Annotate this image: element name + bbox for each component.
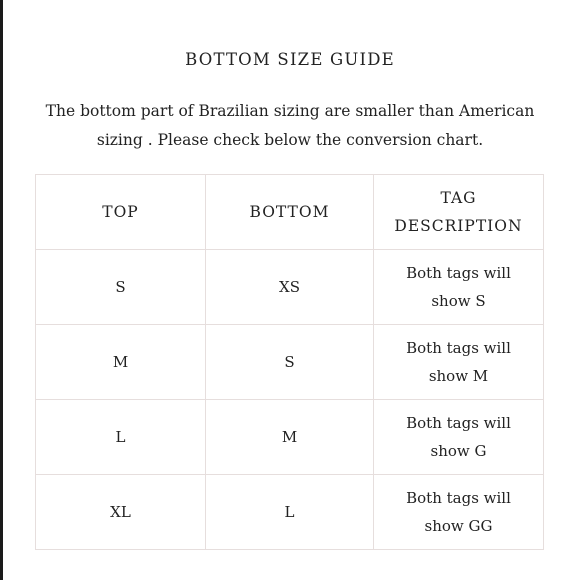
- cell-top-size: S: [36, 250, 206, 325]
- desc-line2: show S: [431, 292, 486, 310]
- cell-bottom-size: M: [206, 400, 374, 475]
- header-tag-line2: DESCRIPTION: [394, 217, 523, 235]
- cell-bottom-size: XS: [206, 250, 374, 325]
- header-tag-description: [374, 175, 544, 250]
- desc-line2: show G: [430, 442, 487, 460]
- intro-paragraph: The bottom part of Brazilian sizing are smaller than American sizing . Please check below the conversion chart.: [45, 102, 535, 149]
- cell-tag-description: [374, 400, 544, 475]
- header-tag-line1: TAG: [440, 189, 477, 207]
- size-conversion-table: [35, 174, 544, 550]
- cell-tag-description: [374, 475, 544, 550]
- left-edge-bar: [0, 0, 3, 580]
- table-row: [36, 400, 544, 475]
- header-bottom: BOTTOM: [206, 175, 374, 250]
- desc-line1: Both tags will: [406, 489, 511, 507]
- desc-line1: Both tags will: [406, 339, 511, 357]
- header-top: TOP: [36, 175, 206, 250]
- desc-line2: show M: [428, 367, 489, 385]
- cell-top-size: L: [36, 400, 206, 475]
- table-header-row: [36, 175, 544, 250]
- cell-top-size: M: [36, 325, 206, 400]
- table-row: [36, 475, 544, 550]
- desc-line1: Both tags will: [406, 264, 511, 282]
- cell-tag-description: [374, 250, 544, 325]
- cell-bottom-size: L: [206, 475, 374, 550]
- desc-line2: show GG: [424, 517, 493, 535]
- desc-line1: Both tags will: [406, 414, 511, 432]
- table-row: [36, 250, 544, 325]
- cell-bottom-size: S: [206, 325, 374, 400]
- table-row: [36, 325, 544, 400]
- cell-tag-description: [374, 325, 544, 400]
- cell-top-size: XL: [36, 475, 206, 550]
- page-title: BOTTOM SIZE GUIDE: [185, 50, 395, 69]
